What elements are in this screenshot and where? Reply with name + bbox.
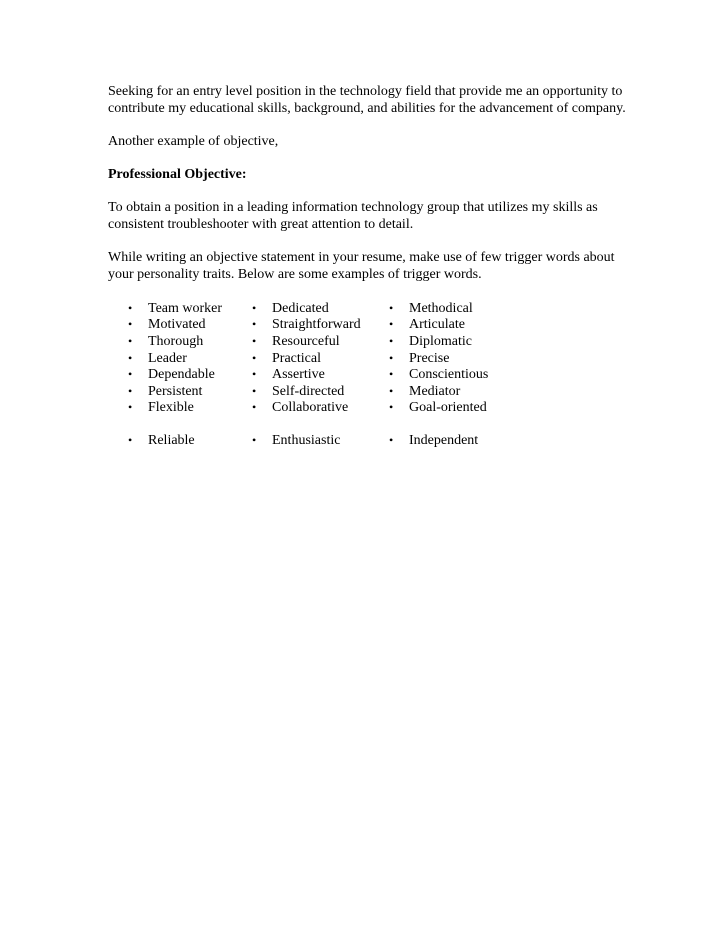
bullet-icon: • — [128, 350, 133, 365]
list-item — [252, 399, 389, 416]
list-item — [128, 300, 252, 317]
list-item — [389, 333, 529, 350]
bullet-icon: • — [252, 383, 257, 398]
bullet-icon: • — [389, 383, 394, 398]
bullet-icon: • — [389, 317, 394, 332]
list-item — [252, 432, 389, 449]
trigger-word: Assertive — [272, 367, 325, 383]
trigger-word: Practical — [272, 350, 321, 366]
trigger-word: Self-directed — [272, 383, 345, 399]
trigger-word: Leader — [148, 350, 187, 366]
list-item — [128, 333, 252, 350]
bullet-icon: • — [252, 333, 257, 348]
trigger-word: Flexible — [148, 400, 194, 416]
trigger-word: Motivated — [148, 317, 206, 333]
trigger-words-column-2 — [252, 300, 389, 416]
list-item — [128, 366, 252, 383]
trigger-word: Dedicated — [272, 300, 329, 316]
bullet-icon: • — [389, 367, 394, 382]
list-item — [389, 316, 529, 333]
bullet-icon: • — [389, 433, 394, 448]
trigger-words-column-1 — [128, 300, 252, 416]
trigger-word: Persistent — [148, 383, 203, 399]
trigger-word: Resourceful — [272, 333, 340, 349]
trigger-word: Articulate — [409, 317, 465, 333]
bullet-icon: • — [252, 400, 257, 415]
bullet-icon: • — [128, 383, 133, 398]
list-item — [252, 316, 389, 333]
bullet-icon: • — [252, 433, 257, 448]
trigger-word: Reliable — [148, 433, 195, 449]
trigger-word: Conscientious — [409, 367, 489, 383]
trigger-words-list — [128, 300, 628, 416]
bullet-icon: • — [128, 400, 133, 415]
trigger-word: Thorough — [148, 333, 204, 349]
trigger-word: Mediator — [409, 383, 461, 399]
bullet-icon: • — [128, 300, 133, 315]
extra-words-column-2 — [252, 432, 389, 449]
bullet-icon: • — [128, 433, 133, 448]
objective-paragraph-3: To obtain a position in a leading information technology group that utilizes my skills as consistent troubleshooter with great attention to detail. — [108, 200, 598, 232]
extra-trigger-words-list — [128, 432, 628, 449]
bullet-icon: • — [389, 350, 394, 365]
list-item — [389, 350, 529, 367]
trigger-word: Precise — [409, 350, 450, 366]
bullet-icon: • — [252, 300, 257, 315]
list-item — [128, 350, 252, 367]
bullet-icon: • — [252, 350, 257, 365]
extra-words-column-1 — [128, 432, 252, 449]
list-item — [252, 383, 389, 400]
bullet-icon: • — [389, 300, 394, 315]
trigger-word: Straightforward — [272, 317, 361, 333]
extra-words-column-3 — [389, 432, 529, 449]
trigger-words-intro: While writing an objective statement in your resume, make use of few trigger words about your personality traits. Below are some examples of trigger words. — [108, 249, 615, 282]
list-item — [128, 383, 252, 400]
trigger-word: Enthusiastic — [272, 433, 341, 449]
list-item — [389, 432, 529, 449]
trigger-word: Diplomatic — [409, 333, 472, 349]
document-page — [108, 84, 628, 449]
bullet-icon: • — [252, 317, 257, 332]
professional-objective-heading: Professional Objective: — [108, 166, 247, 182]
bullet-icon: • — [252, 367, 257, 382]
trigger-word: Team worker — [148, 300, 223, 316]
objective-paragraph-2: Another example of objective, — [108, 133, 279, 149]
list-item — [128, 316, 252, 333]
list-item — [252, 350, 389, 367]
trigger-word: Dependable — [148, 367, 215, 383]
objective-paragraph-1: Seeking for an entry level position in the technology field that provide me an opportunity to contribute my educational skills, background, and abilities for the advancement of company. — [108, 84, 626, 116]
bullet-icon: • — [128, 333, 133, 348]
bullet-icon: • — [128, 367, 133, 382]
bullet-icon: • — [389, 333, 394, 348]
list-item — [389, 300, 529, 317]
trigger-word: Methodical — [409, 300, 473, 316]
list-item — [128, 399, 252, 416]
list-item — [128, 432, 252, 449]
trigger-word: Goal-oriented — [409, 400, 487, 416]
list-item — [252, 300, 389, 317]
list-item — [389, 366, 529, 383]
list-item — [389, 399, 529, 416]
trigger-words-column-3 — [389, 300, 529, 416]
list-item — [252, 366, 389, 383]
list-item — [252, 333, 389, 350]
bullet-icon: • — [389, 400, 394, 415]
trigger-word: Independent — [409, 433, 479, 449]
trigger-word: Collaborative — [272, 400, 349, 416]
bullet-icon: • — [128, 317, 133, 332]
list-item — [389, 383, 529, 400]
